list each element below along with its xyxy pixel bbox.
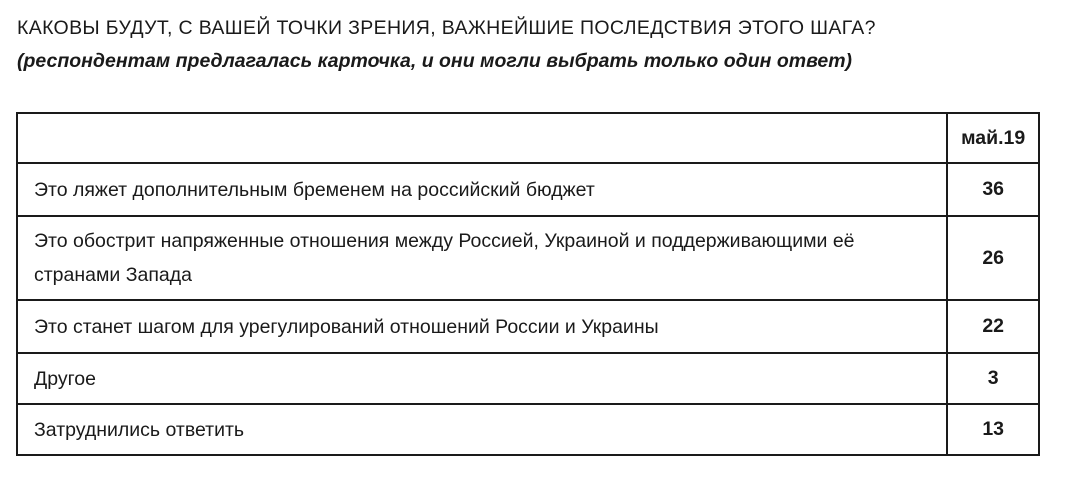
row-value: 36 — [947, 163, 1039, 216]
row-value: 26 — [947, 216, 1039, 300]
row-value: 3 — [947, 353, 1039, 404]
table-row — [17, 300, 1039, 353]
table-row — [17, 216, 1039, 300]
question-title: КАКОВЫ БУДУТ, С ВАШЕЙ ТОЧКИ ЗРЕНИЯ, ВАЖНЕЙШИЕ ПОСЛЕДСТВИЯ ЭТОГО ШАГА? — [17, 17, 876, 39]
row-label: Другое — [17, 353, 947, 404]
row-label: Это станет шагом для урегулирований отношений России и Украины — [17, 300, 947, 353]
table-header-row — [17, 113, 1039, 163]
table-row — [17, 163, 1039, 216]
header-label-cell — [17, 113, 947, 163]
row-label: Затруднились ответить — [17, 404, 947, 455]
question-note: (респондентам предлагалась карточка, и они могли выбрать только один ответ) — [17, 50, 853, 72]
table-row — [17, 404, 1039, 455]
results-table — [16, 112, 1040, 456]
header-period-cell: май.19 — [947, 113, 1039, 163]
row-value: 13 — [947, 404, 1039, 455]
row-label: Это ляжет дополнительным бременем на российский бюджет — [17, 163, 947, 216]
row-value: 22 — [947, 300, 1039, 353]
table-row — [17, 353, 1039, 404]
row-label: Это обострит напряженные отношения между Россией, Украиной и поддерживающими её странами Запада — [17, 216, 947, 300]
